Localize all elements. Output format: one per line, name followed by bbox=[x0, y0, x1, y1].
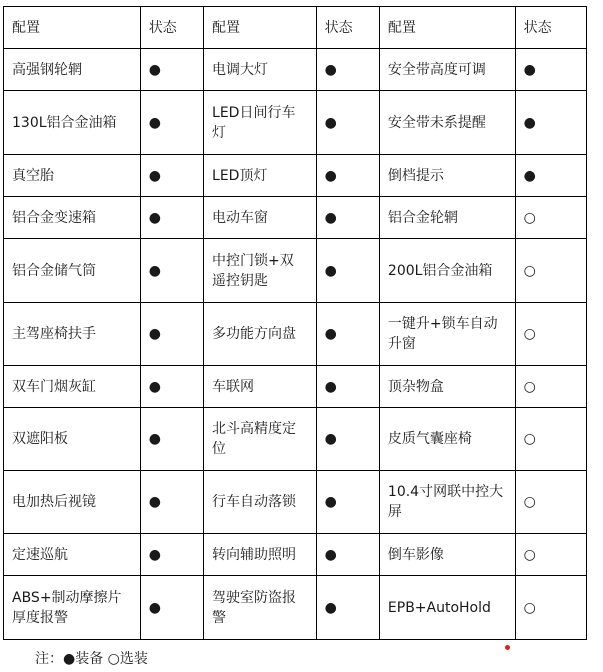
config-cell: 安全带未系提醒 bbox=[379, 91, 515, 155]
status-cell: ● bbox=[140, 576, 203, 640]
header-cell: 状态 bbox=[316, 7, 379, 49]
table-row bbox=[4, 91, 587, 155]
table-row bbox=[4, 197, 587, 239]
table-row bbox=[4, 576, 587, 640]
status-cell: ● bbox=[316, 239, 379, 303]
config-cell: 中控门锁+双遥控钥匙 bbox=[204, 239, 317, 303]
status-cell: ● bbox=[515, 49, 586, 91]
status-cell: ○ bbox=[515, 576, 586, 640]
config-cell: 皮质气囊座椅 bbox=[379, 408, 515, 471]
status-cell: ○ bbox=[515, 239, 586, 303]
status-cell: ● bbox=[316, 408, 379, 471]
header-cell: 配置 bbox=[379, 7, 515, 49]
table-row bbox=[4, 534, 587, 576]
status-cell: ● bbox=[140, 303, 203, 366]
status-cell: ○ bbox=[515, 197, 586, 239]
status-cell: ○ bbox=[515, 303, 586, 366]
config-cell: 铝合金轮辋 bbox=[379, 197, 515, 239]
config-cell: 主驾座椅扶手 bbox=[4, 303, 141, 366]
status-cell: ● bbox=[316, 91, 379, 155]
config-cell: EPB+AutoHold bbox=[379, 576, 515, 640]
table-row bbox=[4, 408, 587, 471]
config-cell: 顶杂物盒 bbox=[379, 366, 515, 408]
config-cell: 倒档提示 bbox=[379, 155, 515, 197]
status-cell: ● bbox=[316, 534, 379, 576]
status-cell: ● bbox=[316, 155, 379, 197]
table-row bbox=[4, 366, 587, 408]
status-cell: ● bbox=[140, 471, 203, 534]
status-cell: ● bbox=[140, 155, 203, 197]
config-cell: 高强钢轮辋 bbox=[4, 49, 141, 91]
status-cell: ● bbox=[140, 91, 203, 155]
table-row bbox=[4, 303, 587, 366]
red-dot-mark bbox=[505, 645, 510, 650]
status-cell: ○ bbox=[515, 366, 586, 408]
config-cell: 电动车窗 bbox=[204, 197, 317, 239]
status-cell: ● bbox=[140, 408, 203, 471]
table-row bbox=[4, 471, 587, 534]
config-cell: 转向辅助照明 bbox=[204, 534, 317, 576]
header-row bbox=[4, 7, 587, 49]
status-cell: ● bbox=[316, 471, 379, 534]
status-cell: ● bbox=[515, 91, 586, 155]
header-cell: 配置 bbox=[204, 7, 317, 49]
config-cell: 双车门烟灰缸 bbox=[4, 366, 141, 408]
config-cell: 北斗高精度定位 bbox=[204, 408, 317, 471]
config-cell: 铝合金储气筒 bbox=[4, 239, 141, 303]
config-cell: 双遮阳板 bbox=[4, 408, 141, 471]
status-cell: ● bbox=[316, 303, 379, 366]
config-cell: ABS+制动摩擦片厚度报警 bbox=[4, 576, 141, 640]
spec-table bbox=[3, 6, 587, 640]
config-cell: 130L铝合金油箱 bbox=[4, 91, 141, 155]
status-cell: ● bbox=[316, 576, 379, 640]
config-cell: 安全带高度可调 bbox=[379, 49, 515, 91]
config-cell: 多功能方向盘 bbox=[204, 303, 317, 366]
config-cell: 200L铝合金油箱 bbox=[379, 239, 515, 303]
header-cell: 状态 bbox=[515, 7, 586, 49]
config-cell: 驾驶室防盗报警 bbox=[204, 576, 317, 640]
table-row bbox=[4, 155, 587, 197]
config-cell: 倒车影像 bbox=[379, 534, 515, 576]
status-cell: ● bbox=[140, 239, 203, 303]
status-cell: ● bbox=[140, 197, 203, 239]
status-cell: ○ bbox=[515, 471, 586, 534]
config-cell: 电调大灯 bbox=[204, 49, 317, 91]
status-cell: ● bbox=[316, 197, 379, 239]
config-cell: LED日间行车灯 bbox=[204, 91, 317, 155]
status-cell: ● bbox=[316, 366, 379, 408]
status-cell: ● bbox=[140, 49, 203, 91]
status-cell: ● bbox=[140, 366, 203, 408]
table-row bbox=[4, 49, 587, 91]
status-cell: ● bbox=[316, 49, 379, 91]
status-cell: ● bbox=[515, 155, 586, 197]
config-cell: 行车自动落锁 bbox=[204, 471, 317, 534]
status-cell: ○ bbox=[515, 534, 586, 576]
status-cell: ● bbox=[140, 534, 203, 576]
config-cell: 10.4寸网联中控大屏 bbox=[379, 471, 515, 534]
status-cell: ○ bbox=[515, 408, 586, 471]
header-cell: 配置 bbox=[4, 7, 141, 49]
config-cell: 铝合金变速箱 bbox=[4, 197, 141, 239]
table-row bbox=[4, 239, 587, 303]
config-cell: 电加热后视镜 bbox=[4, 471, 141, 534]
config-cell: 定速巡航 bbox=[4, 534, 141, 576]
config-cell: 车联网 bbox=[204, 366, 317, 408]
header-cell: 状态 bbox=[140, 7, 203, 49]
legend-note: 注：●装备 ○选装 bbox=[35, 651, 148, 667]
config-cell: 真空胎 bbox=[4, 155, 141, 197]
config-cell: 一键升+锁车自动升窗 bbox=[379, 303, 515, 366]
config-cell: LED顶灯 bbox=[204, 155, 317, 197]
